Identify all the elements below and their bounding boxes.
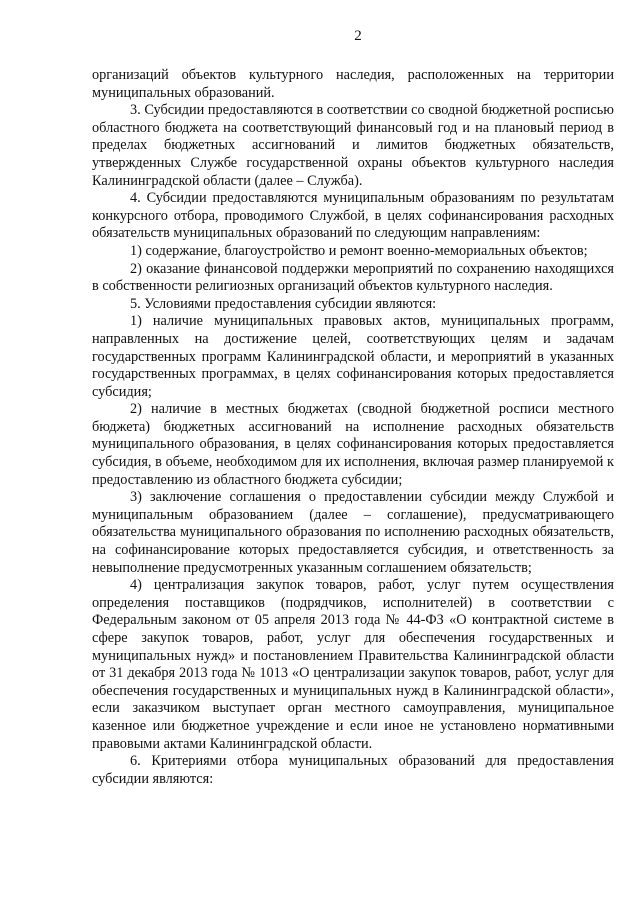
paragraph-clause-5-item-1: 1) наличие муниципальных правовых актов, муниципальных программ, направленных на достижение целей, соответствующих целям и задачам государственных программ Калининградской области, и мероприятий в указанных государственных программах, в целях софинансирования которых предоставляется субсидия; — [92, 313, 614, 400]
paragraph-clause-3: 3. Субсидии предоставляются в соответствии со сводной бюджетной росписью областного бюджета на соответствующий финансовый год и на плановый период в пределах бюджетных ассигнований и лимитов бюджетных обязательств, утвержденных Службе государственной охраны объектов культурного наследия Калининградской области (далее – Служба). — [92, 102, 614, 189]
paragraph-clause-4: 4. Субсидии предоставляются муниципальным образованиям по результатам конкурсного отбора, проводимого Службой, в целях софинансирования расходных обязательств муниципальных образований по следующим направлениям: — [92, 190, 614, 242]
paragraph-clause-5-item-2: 2) наличие в местных бюджетах (сводной бюджетной росписи местного бюджета) бюджетных ассигнований на исполнение расходных обязательств муниципального образования, в целях софинансирования которых предоставляется субсидия, в объеме, необходимом для их исполнения, включая размер планируемой к предоставлению из областного бюджета субсидии; — [92, 401, 614, 488]
paragraph-continuation: организаций объектов культурного наследия, расположенных на территории муниципальных образований. — [92, 67, 614, 101]
paragraph-clause-5: 5. Условиями предоставления субсидии являются: — [130, 295, 437, 312]
paragraph-clause-4-item-2: 2) оказание финансовой поддержки мероприятий по сохранению находящихся в собственности религиозных организаций объектов культурного наследия. — [92, 260, 614, 295]
paragraph-clause-4-item-1: 1) содержание, благоустройство и ремонт военно-мемориальных объектов; — [130, 242, 588, 259]
page-number: 2 — [354, 28, 362, 44]
document-body — [92, 67, 614, 788]
paragraph-clause-5-item-4: 4) централизация закупок товаров, работ, услуг путем осуществления определения поставщиков (подрядчиков, исполнителей) в соответствии с Федеральным законом от 05 апреля 2013 года № 44-ФЗ «О контрактной системе в сфере закупок товаров, работ, услуг для обеспечения государственных и муниципальных нужд» и постановлением Правительства Калининградской области от 31 декабря 2013 года № 1013 «О централизации закупок товаров, работ, услуг для обеспечения государственных и муниципальных нужд в Калининградской области», если заказчиком выступает орган местного самоуправления, муниципальное казенное или бюджетное учреждение и если иное не установлено нормативными правовыми актами Калининградской области. — [92, 577, 614, 752]
paragraph-clause-6: 6. Критериями отбора муниципальных образований для предоставления субсидии являются: — [92, 753, 614, 787]
document-page — [92, 28, 614, 788]
paragraph-clause-5-item-3: 3) заключение соглашения о предоставлении субсидии между Службой и муниципальным образованием (далее – соглашение), предусматривающего обязательства муниципального образования по исполнению расходных обязательств, на софинансирование которых предоставляется субсидия, и ответственность за невыполнение предусмотренных указанным соглашением обязательств; — [92, 489, 614, 576]
